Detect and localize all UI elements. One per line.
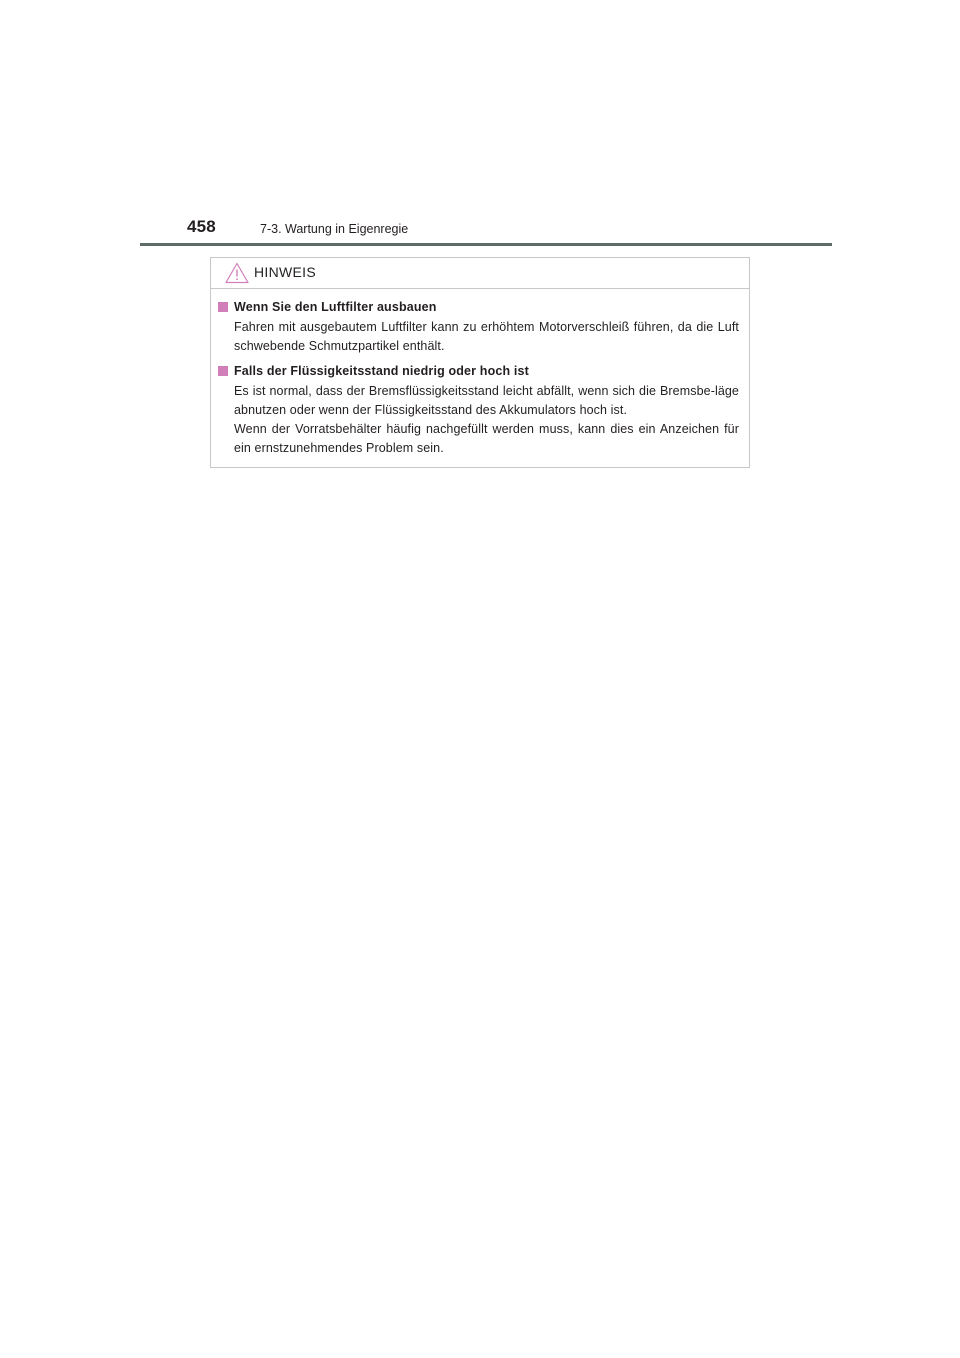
warning-triangle-icon: [225, 262, 249, 284]
item-heading-text: Falls der Flüssigkeitsstand niedrig oder hoch ist: [234, 364, 529, 378]
page-number: 458: [187, 217, 216, 236]
item-paragraph: Wenn der Vorratsbehälter häufig nachgefüllt werden muss, kann dies ein Anzeichen für ein ernstzunehmendes Problem sein.: [234, 422, 739, 455]
item-heading: [218, 362, 739, 380]
section-title: 7-3. Wartung in Eigenregie: [260, 222, 409, 236]
square-bullet-icon: [218, 366, 228, 376]
item-heading-text: Wenn Sie den Luftfilter ausbauen: [234, 300, 437, 314]
notice-title: HINWEIS: [254, 264, 316, 280]
notice-box: [210, 257, 750, 468]
item-paragraph: Fahren mit ausgebautem Luftfilter kann zu erhöhtem Motorverschleiß führen, da die Luft schwebende Schmutzpartikel enthält.: [234, 320, 739, 353]
header-rule: [140, 243, 832, 246]
notice-item: [218, 298, 739, 356]
item-paragraph: Es ist normal, dass der Bremsflüssigkeitsstand leicht abfällt, wenn sich die Bremsbe-läge abnutzen oder wenn der Flüssigkeitsstand des Akkumulators hoch ist.: [234, 384, 739, 417]
square-bullet-icon: [218, 302, 228, 312]
item-text: [234, 318, 739, 356]
item-text: [234, 382, 739, 458]
notice-body: [211, 289, 749, 458]
notice-item: [218, 362, 739, 458]
item-heading: [218, 298, 739, 316]
notice-header: [211, 258, 749, 289]
